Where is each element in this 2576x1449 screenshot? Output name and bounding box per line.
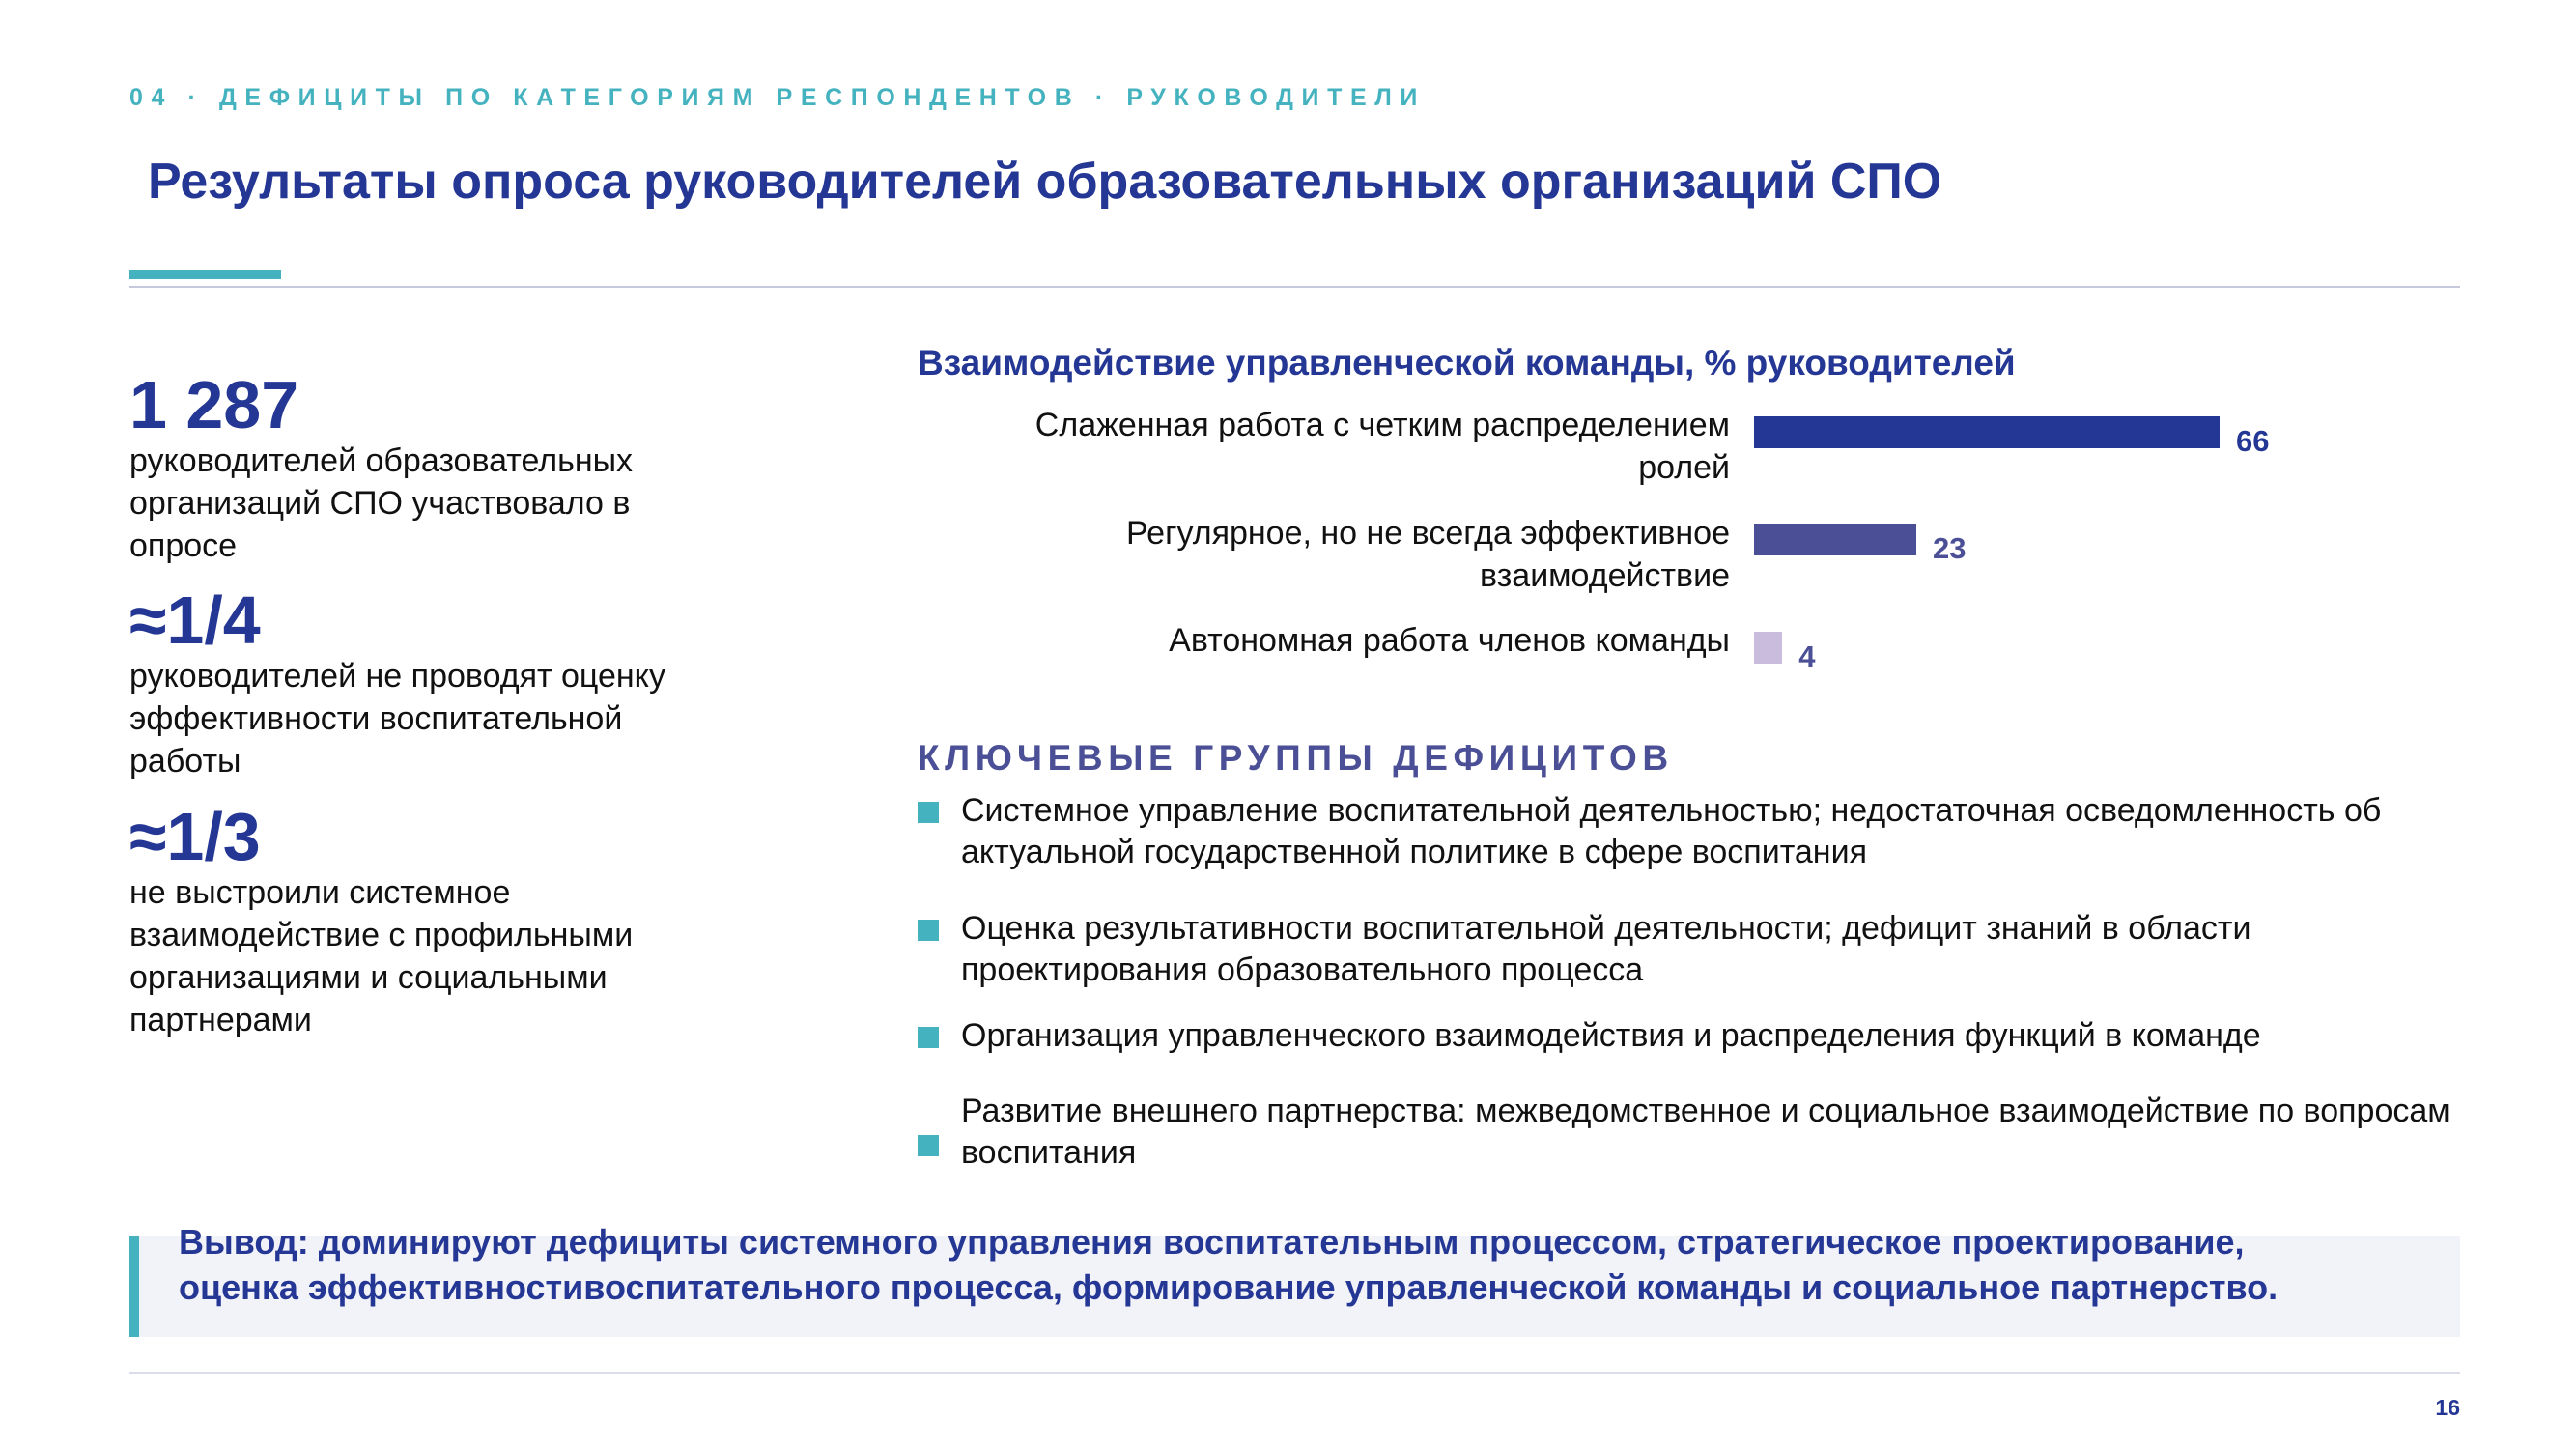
deficit-item: Развитие внешнего партнерства: межведомственное и социальное взаимодействие по вопросам воспитания [961,1093,2450,1171]
bar-value-label: 66 [2236,424,2270,458]
bar [1754,524,1916,555]
bar-value-label: 4 [1798,639,1816,673]
bar-category-label: Слаженная работа с четким распределением ролей [1034,407,1730,486]
stat-number-respondents: 1 287 [129,367,299,442]
conclusion-text: Вывод: доминируют дефициты системного управления воспитательным процессом, стратегическое проектирование, оценка эффективностивоспитательного процесса, формирование управленческой команды и социальное партнерство. [179,1222,2279,1307]
bar-value-label: 23 [1932,531,1967,565]
bar [1754,632,1782,664]
title-accent-bar [129,270,281,279]
bar-category-label: Автономная работа членов команды [1169,622,1730,659]
bullet-marker [918,920,939,941]
deficit-item: Системное управление воспитательной деятельностью; недостаточная осведомленность об актуальной государственной политике в сфере воспитания [961,792,2382,870]
stat-number-no-evaluation: ≈1/4 [129,582,261,658]
deficit-item: Организация управленческого взаимодействия и распределения функций в команде [961,1017,2261,1054]
bullet-marker [918,1135,939,1156]
section-kicker: 04 · ДЕФИЦИТЫ ПО КАТЕГОРИЯМ РЕСПОНДЕНТОВ · РУКОВОДИТЕЛИ [129,84,1426,111]
bar-category-label: Регулярное, но не всегда эффективное взаимодействие [1126,515,1730,594]
deficit-item: Оценка результативности воспитательной деятельности; дефицит знаний в области проектирования образовательного процесса [961,910,2251,988]
page-title: Результаты опроса руководителей образовательных организаций СПО [148,154,1942,210]
chart-title: Взаимодействие управленческой команды, % руководителей [918,343,2016,383]
footer-divider [129,1372,2460,1374]
stat-text-no-partnership: не выстроили системное взаимодействие с профильными организациями и социальными партнерами [129,874,634,1038]
bullet-marker [918,802,939,823]
stat-number-no-partnership: ≈1/3 [129,799,261,874]
stat-text-no-evaluation: руководителей не проводят оценку эффективности воспитательной работы [129,658,665,780]
bar [1754,416,2220,448]
bullet-marker [918,1027,939,1048]
page-number: 16 [2435,1395,2460,1420]
header-divider [129,286,2460,288]
stat-text-respondents: руководителей образовательных организаций СПО участвовало в опросе [129,442,634,564]
conclusion-accent-stripe [129,1236,139,1337]
deficits-title: КЛЮЧЕВЫЕ ГРУППЫ ДЕФИЦИТОВ [918,738,1674,778]
